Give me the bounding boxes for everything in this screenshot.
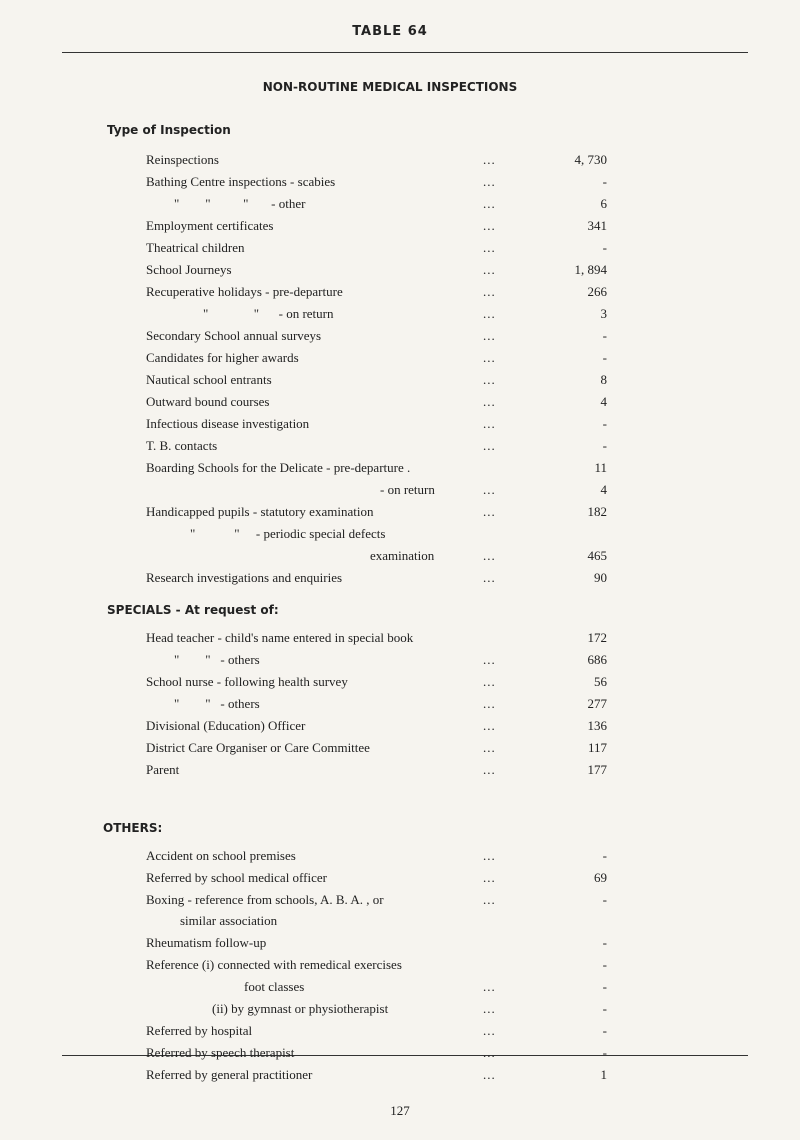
row-value: 3 <box>600 306 607 321</box>
row-value: - <box>602 1001 607 1016</box>
row-label: " " - periodic special defects <box>190 526 386 541</box>
row-label: Handicapped pupils - statutory examination <box>146 504 374 519</box>
row-leader: ... <box>483 394 496 409</box>
row-value: - <box>602 350 607 365</box>
row-label: Secondary School annual surveys <box>146 328 322 343</box>
row-label: Referred by general practitioner <box>146 1067 313 1082</box>
row-value: 182 <box>587 504 607 519</box>
row-value: - <box>602 1023 607 1038</box>
row-value: 8 <box>600 372 607 387</box>
row-leader: ... <box>483 892 496 907</box>
row-label: Outward bound courses <box>146 394 270 409</box>
row-label: Accident on school premises <box>146 848 296 863</box>
row-leader: ... <box>483 762 496 777</box>
row-value: 117 <box>587 740 607 755</box>
row-label: Candidates for higher awards <box>146 350 299 365</box>
row-value: 69 <box>594 870 607 885</box>
row-value: 1, 894 <box>574 262 607 277</box>
row-label: Infectious disease investigation <box>146 416 310 431</box>
row-value: - <box>602 892 607 907</box>
row-label: " " " - other <box>174 196 306 211</box>
row-label: Bathing Centre inspections - scabies <box>146 174 336 189</box>
row-leader: ... <box>483 240 496 255</box>
row-leader: ... <box>483 438 496 453</box>
row-value: 177 <box>587 762 607 777</box>
row-value: 136 <box>587 718 607 733</box>
row-leader: ... <box>483 1045 496 1060</box>
row-value: 4 <box>600 394 607 409</box>
row-leader: ... <box>483 674 496 689</box>
row-leader: ... <box>483 570 496 585</box>
row-label: Nautical school entrants <box>146 372 272 387</box>
row-label: (ii) by gymnast or physiotherapist <box>212 1001 389 1016</box>
row-label: Boxing - reference from schools, A. B. A. , or <box>146 892 384 907</box>
row-label: - on return <box>380 482 435 497</box>
row-value: - <box>602 979 607 994</box>
row-value: 266 <box>587 284 607 299</box>
row-leader: ... <box>483 740 496 755</box>
row-label: Divisional (Education) Officer <box>146 718 306 733</box>
row-leader: ... <box>483 152 496 167</box>
row-leader: ... <box>483 718 496 733</box>
row-leader: ... <box>483 979 496 994</box>
row-value: - <box>602 438 607 453</box>
row-leader: ... <box>483 284 496 299</box>
row-value: 56 <box>594 674 607 689</box>
row-leader: ... <box>483 372 496 387</box>
row-label: Parent <box>146 762 180 777</box>
row-leader: ... <box>483 482 496 497</box>
row-label: foot classes <box>244 979 305 994</box>
row-leader: ... <box>483 1001 496 1016</box>
section-title-others: OTHERS: <box>103 821 163 835</box>
row-label: Theatrical children <box>146 240 245 255</box>
row-label: Reference (i) connected with remedical exercises <box>146 957 402 972</box>
row-leader: ... <box>483 174 496 189</box>
row-value: - <box>602 240 607 255</box>
row-leader: ... <box>483 870 496 885</box>
row-leader: ... <box>483 196 496 211</box>
row-label: Head teacher - child's name entered in special book <box>146 630 414 645</box>
row-value: - <box>602 1045 607 1060</box>
row-label: Boarding Schools for the Delicate - pre-departure . <box>146 460 411 475</box>
row-label: School Journeys <box>146 262 232 277</box>
row-label: District Care Organiser or Care Committee <box>146 740 370 755</box>
row-leader: ... <box>483 350 496 365</box>
row-value: - <box>602 957 607 972</box>
row-leader: ... <box>483 652 496 667</box>
row-value: 341 <box>587 218 607 233</box>
row-label: examination <box>370 548 435 563</box>
row-value: 4, 730 <box>574 152 607 167</box>
row-leader: ... <box>483 1067 496 1082</box>
row-label: Referred by speech therapist <box>146 1045 295 1060</box>
row-value: - <box>602 935 607 950</box>
row-label: Employment certificates <box>146 218 274 233</box>
row-label: Research investigations and enquiries <box>146 570 343 585</box>
row-leader: ... <box>483 696 496 711</box>
section-title-specials: SPECIALS - At request of: <box>107 603 279 617</box>
row-value: - <box>602 174 607 189</box>
table-number: TABLE 64 <box>352 24 428 39</box>
row-label: Referred by hospital <box>146 1023 253 1038</box>
row-leader: ... <box>483 1023 496 1038</box>
row-value: 686 <box>587 652 607 667</box>
section-title-type-of-inspection: Type of Inspection <box>107 123 231 137</box>
row-label: Rheumatism follow-up <box>146 935 267 950</box>
row-leader: ... <box>483 218 496 233</box>
row-label: Recuperative holidays - pre-departure <box>146 284 343 299</box>
row-value: 4 <box>600 482 607 497</box>
row-value: 6 <box>600 196 607 211</box>
row-value: 1 <box>600 1067 607 1082</box>
row-value: 90 <box>594 570 607 585</box>
row-label: similar association <box>180 913 278 928</box>
row-leader: ... <box>483 262 496 277</box>
row-value: 465 <box>587 548 607 563</box>
row-leader: ... <box>483 848 496 863</box>
row-value: - <box>602 416 607 431</box>
row-value: 11 <box>594 460 607 475</box>
row-label: " " - others <box>174 652 260 667</box>
row-value: - <box>602 848 607 863</box>
row-value: 172 <box>587 630 607 645</box>
row-label: Reinspections <box>146 152 219 167</box>
row-label: " " - others <box>174 696 260 711</box>
row-leader: ... <box>483 306 496 321</box>
row-value: - <box>602 328 607 343</box>
page-number: 127 <box>390 1103 410 1118</box>
row-leader: ... <box>483 328 496 343</box>
row-label: Referred by school medical officer <box>146 870 327 885</box>
row-label: " " - on return <box>203 306 334 321</box>
row-label: School nurse - following health survey <box>146 674 348 689</box>
row-value: 277 <box>587 696 607 711</box>
row-leader: ... <box>483 504 496 519</box>
row-leader: ... <box>483 416 496 431</box>
row-leader: ... <box>483 548 496 563</box>
row-label: T. B. contacts <box>146 438 218 453</box>
table-heading: NON-ROUTINE MEDICAL INSPECTIONS <box>262 80 518 94</box>
